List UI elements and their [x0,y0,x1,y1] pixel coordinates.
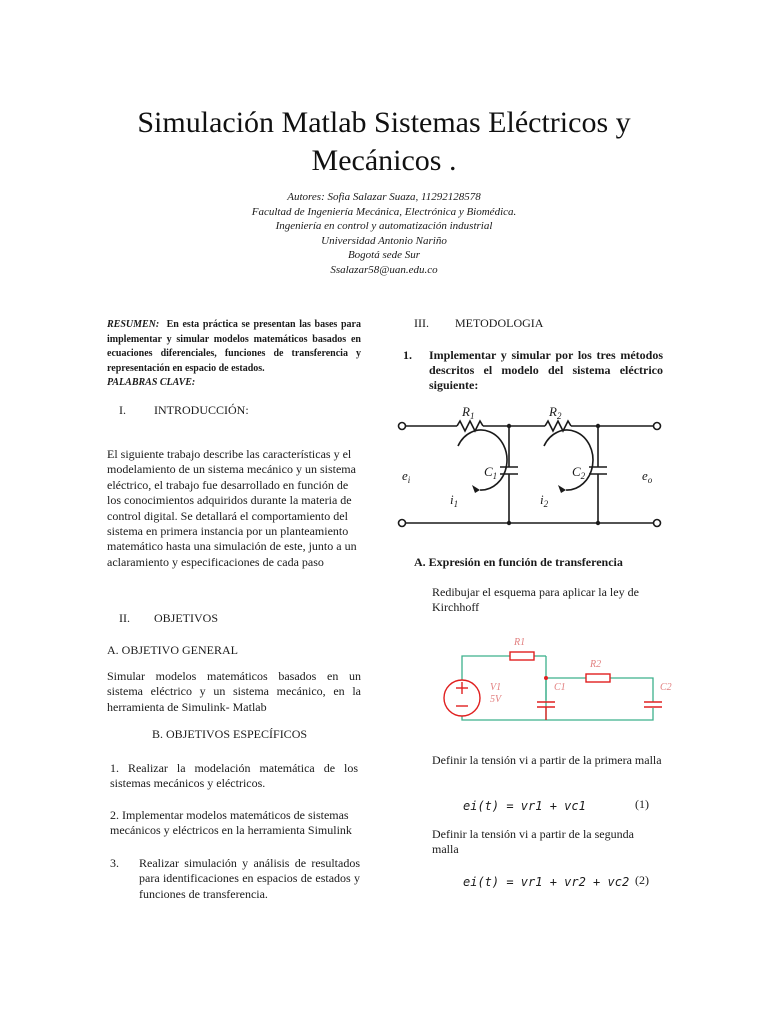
rc-ladder-circuit-diagram [392,400,672,534]
section-heading-introduccion [107,403,361,418]
abstract-text: En esta práctica se presentan las bases para implementar y simular modelos matemáticos basados en ecuaciones diferenciales, funciones de transferencia y representación en espacio de estados. [107,319,361,374]
i1-label: $i_1$ [450,492,459,509]
equation-1 [463,797,663,815]
v1-label: V1 [490,682,502,693]
ei-label: $e_i$ [402,468,411,485]
c2-label: C2 [660,682,672,693]
section-number: I. [119,403,126,417]
objetivo-general-text: Simular modelos matemáticos basados en un sistema eléctrico y un sistema mecánico, en la herramienta de Simulink- Matlab [107,669,361,714]
email-line: Ssalazar58@uan.edu.co [330,263,438,276]
equation-1-expression: ei(t) = vr1 + vc1 [463,799,586,813]
keywords-label: PALABRAS CLAVE: [107,377,196,389]
objetivo-especifico-1: 1. Realizar la modelación matemática de los sistemas mecánicos y eléctricos. [110,761,358,791]
subsection-a-heading: A. Expresión en función de transferencia [414,555,623,569]
r1-label: R1 [514,637,526,648]
c1-label: $C_1$ [484,464,498,481]
equation-2-expression: ei(t) = vr1 + vr2 + vc2 [463,875,630,889]
v1-value: 5V [490,694,502,705]
section-heading-metodologia [414,316,674,331]
list-number: 3. [110,856,119,870]
r2-label: R2 [590,659,602,670]
abstract-label: RESUMEN: [107,319,160,330]
objetivo-especifico-3 [110,856,360,902]
section-title: INTRODUCCIÓN: [154,403,249,417]
title-line-1: Simulación Matlab Sistemas Eléctricos y [137,106,631,139]
section-number: II. [119,611,130,625]
c2-label: $C_2$ [572,464,586,481]
redraw-instruction: Redibujar el esquema para aplicar la ley de Kirchhoff [432,585,639,615]
program-line: Ingeniería en control y automatización industrial [275,220,493,233]
objetivo-especifico-2: 2. Implementar modelos matemáticos de sistemas mecánicos y eléctricos en la herramienta Simulink [110,808,352,838]
abstract [107,318,361,391]
equation-2-number: (2) [635,873,649,887]
authors-line: Autores: Sofia Salazar Suaza, 11292128578 [287,191,481,203]
kirchhoff-circuit-diagram [428,632,688,736]
objetivos-especificos-heading: B. OBJETIVOS ESPECÍFICOS [152,727,308,741]
title-line-2: Mecánicos . [311,144,457,177]
faculty-line: Facultad de Ingeniería Mecánica, Electrónica y Biomédica. [251,205,517,218]
section-title: OBJETIVOS [154,611,219,625]
equation-1-number: (1) [635,797,649,811]
metodologia-item-1 [403,348,663,393]
c1-label: C1 [554,682,566,693]
intro-paragraph: El siguiente trabajo describe las características y el modelamiento de un sistema mecánico y un sistema eléctrico, el trabajo fue desarrollado en función de los conocimientos adquiridos durante la materia de control digital. Se detallará el comportamiento del sistema en primera instancia por un planteamiento matemático hasta una simulación de este, junto a un aclaramiento y especificaciones de cada paso [107,447,357,569]
definition-mesh-1: Definir la tensión vi a partir de la primera malla [432,753,662,767]
section-number: III. [414,316,429,330]
definition-mesh-2: Definir la tensión vi a partir de la segunda malla [432,827,634,857]
equation-2 [463,873,663,891]
section-title: METODOLOGIA [455,316,544,330]
eo-label: $e_o$ [642,468,653,485]
r1-label: $R_1$ [462,404,475,421]
list-text: Implementar y simular por los tres métodos descritos el modelo del sistema eléctrico siguiente: [429,348,663,392]
authors-block [184,190,584,278]
university-line: Universidad Antonio Nariño [321,234,447,247]
list-number: 1. [403,348,412,362]
i2-label: $i_2$ [540,492,549,509]
section-heading-objetivos [107,611,361,626]
objetivo-general-heading: A. OBJETIVO GENERAL [107,643,238,657]
r2-label: $R_2$ [549,404,562,421]
page-title [60,104,708,180]
list-text: Realizar simulación y análisis de resultados para identificaciones en espacios de estados y funciones de transferencia. [139,856,360,901]
campus-line: Bogotá sede Sur [347,249,421,262]
